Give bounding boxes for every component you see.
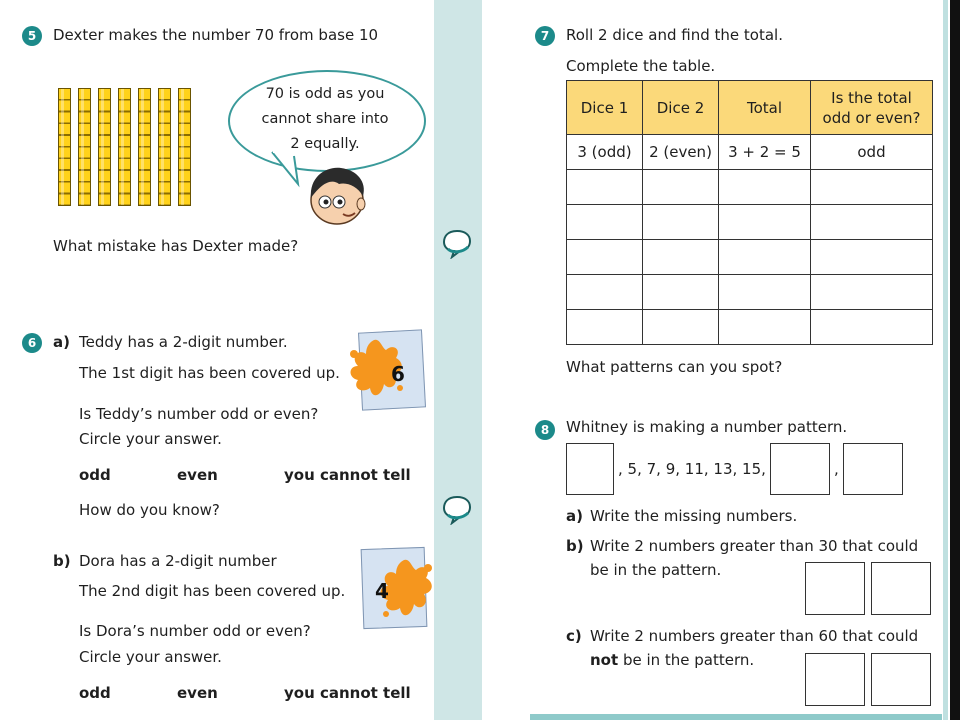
q8b-line2: be in the pattern. (590, 561, 722, 579)
answer-box[interactable] (871, 653, 931, 706)
q6a-line1: Teddy has a 2-digit number. (79, 333, 288, 351)
pattern-sequence: , 5, 7, 9, 11, 13, 15, (618, 460, 766, 478)
option-even[interactable]: even (177, 466, 218, 484)
right-margin-rule (943, 0, 948, 720)
q7-question: What patterns can you spot? (566, 358, 783, 376)
answer-box[interactable] (871, 562, 931, 615)
child-face-icon (303, 164, 371, 228)
table-cell[interactable] (719, 310, 811, 345)
table-cell[interactable] (567, 240, 643, 275)
column-header (811, 81, 933, 135)
table-cell[interactable] (811, 205, 933, 240)
table-row[interactable] (567, 170, 933, 205)
screen-edge (950, 0, 960, 720)
q6b-line4: Circle your answer. (79, 648, 222, 666)
table-cell[interactable] (567, 310, 643, 345)
q8-prompt: Whitney is making a number pattern. (566, 418, 848, 436)
bubble-line: 70 is odd as you (265, 86, 385, 102)
q6a-line3: Is Teddy’s number odd or even? (79, 405, 319, 423)
q6a-line4: Circle your answer. (79, 430, 222, 448)
table-header-row (567, 81, 933, 135)
table-cell: odd (811, 135, 933, 170)
q6b-line1: Dora has a 2-digit number (79, 552, 277, 570)
header-line: Is the total (831, 88, 912, 107)
question-number-badge: 6 (22, 333, 42, 353)
emphasis-not: not (590, 651, 619, 669)
header-line: odd or even? (822, 108, 921, 127)
base-ten-rod (78, 88, 91, 206)
option-odd[interactable]: odd (79, 684, 111, 702)
q8a-text: Write the missing numbers. (590, 507, 798, 525)
q6a-line2: The 1st digit has been covered up. (79, 364, 340, 382)
base-ten-rod (98, 88, 111, 206)
visible-digit: 6 (391, 362, 405, 386)
speech-bubble-text (250, 82, 400, 157)
table-cell[interactable] (643, 275, 719, 310)
table-cell[interactable] (643, 205, 719, 240)
table-row[interactable] (567, 275, 933, 310)
question-number-badge: 5 (22, 26, 42, 46)
page-gutter (434, 0, 482, 720)
q6b-line2: The 2nd digit has been covered up. (79, 582, 346, 600)
q8b-label: b) (566, 537, 584, 555)
q6a-followup: How do you know? (79, 501, 220, 519)
table-cell[interactable] (719, 240, 811, 275)
table-cell[interactable] (719, 275, 811, 310)
q5-question: What mistake has Dexter made? (53, 237, 299, 255)
answer-box[interactable] (566, 443, 614, 495)
answer-box[interactable] (770, 443, 830, 495)
column-header: Total (719, 81, 811, 135)
q5-prompt: Dexter makes the number 70 from base 10 (53, 26, 379, 44)
base-ten-rod (158, 88, 171, 206)
base-ten-rod (178, 88, 191, 206)
dice-table (566, 80, 933, 345)
table-cell[interactable] (811, 310, 933, 345)
pattern-separator: , (834, 460, 839, 478)
column-header: Dice 1 (567, 81, 643, 135)
q8a-label: a) (566, 507, 583, 525)
q6a-label: a) (53, 333, 70, 351)
option-cannot-tell[interactable]: you cannot tell (284, 466, 411, 484)
option-cannot-tell[interactable]: you cannot tell (284, 684, 411, 702)
base-ten-rod (58, 88, 71, 206)
question-number-badge: 8 (535, 420, 555, 440)
q6b-label: b) (53, 552, 71, 570)
table-row[interactable] (567, 205, 933, 240)
speech-note-icon (442, 229, 472, 259)
table-cell[interactable] (567, 275, 643, 310)
column-header: Dice 2 (643, 81, 719, 135)
table-cell[interactable] (719, 205, 811, 240)
q6b-line3: Is Dora’s number odd or even? (79, 622, 311, 640)
q8c-line1: Write 2 numbers greater than 60 that could (590, 627, 919, 645)
table-cell[interactable] (567, 205, 643, 240)
question-number-badge: 7 (535, 26, 555, 46)
bottom-rule (530, 714, 942, 720)
table-cell[interactable] (643, 170, 719, 205)
table-cell[interactable] (567, 170, 643, 205)
table-cell[interactable] (811, 170, 933, 205)
table-cell: 3 + 2 = 5 (719, 135, 811, 170)
option-odd[interactable]: odd (79, 466, 111, 484)
table-row (567, 135, 933, 170)
q7-instruction: Complete the table. (566, 57, 716, 75)
table-row[interactable] (567, 240, 933, 275)
bubble-line: 2 equally. (290, 136, 360, 152)
answer-box[interactable] (805, 653, 865, 706)
q8c-line2 (590, 651, 754, 669)
table-cell[interactable] (811, 275, 933, 310)
table-cell: 2 (even) (643, 135, 719, 170)
base-ten-rod (138, 88, 151, 206)
table-cell: 3 (odd) (567, 135, 643, 170)
table-cell[interactable] (719, 170, 811, 205)
answer-box[interactable] (805, 562, 865, 615)
q7-prompt: Roll 2 dice and find the total. (566, 26, 783, 44)
bubble-line: cannot share into (261, 111, 389, 127)
q8c-line2-rest: be in the pattern. (622, 651, 755, 669)
visible-digit: 4 (375, 579, 389, 603)
table-cell[interactable] (811, 240, 933, 275)
option-even[interactable]: even (177, 684, 218, 702)
q8c-label: c) (566, 627, 582, 645)
table-row[interactable] (567, 310, 933, 345)
base-ten-rod (118, 88, 131, 206)
q8b-line1: Write 2 numbers greater than 30 that could (590, 537, 919, 555)
answer-box[interactable] (843, 443, 903, 495)
table-cell[interactable] (643, 240, 719, 275)
speech-note-icon (442, 495, 472, 525)
table-cell[interactable] (643, 310, 719, 345)
